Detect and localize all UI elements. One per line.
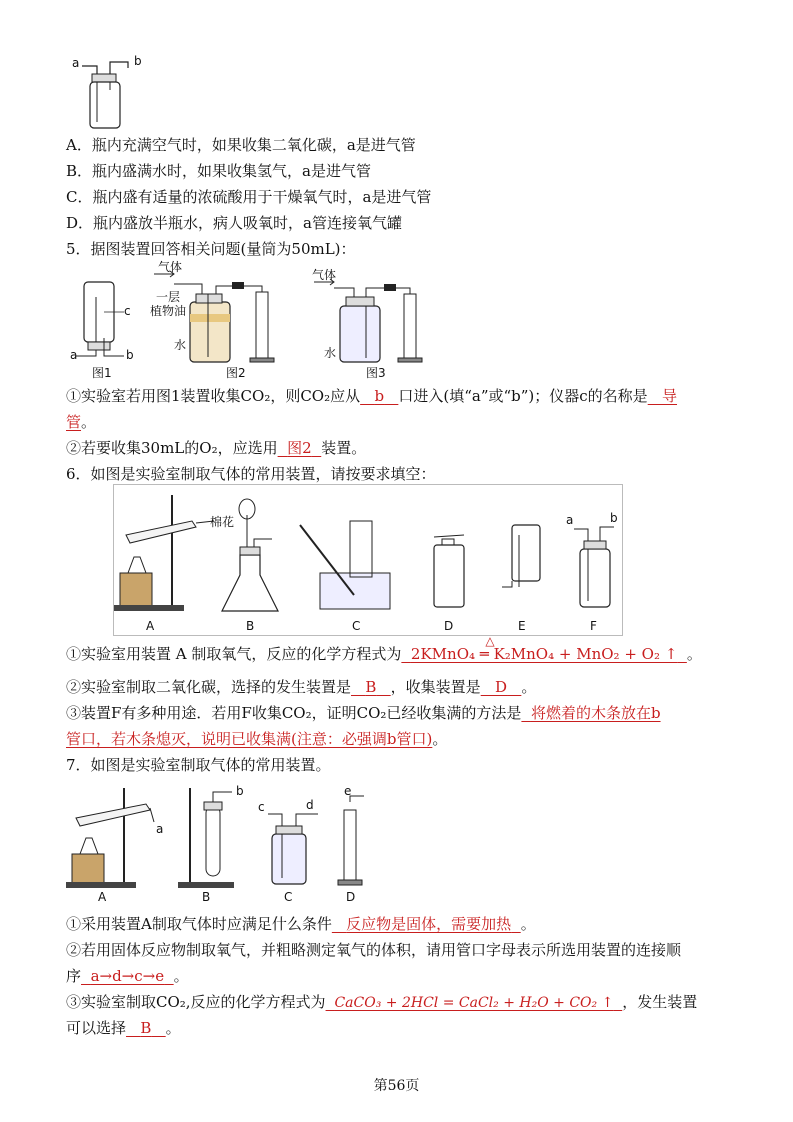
fig1-label-c: c <box>124 304 131 318</box>
fig2-label-oil-2: 植物油 <box>150 304 187 318</box>
q7-caption-b: B <box>202 890 211 904</box>
q6-delta-sign: △ <box>485 634 495 648</box>
q7-figure <box>66 782 376 904</box>
q7-label-c: c <box>258 800 265 814</box>
q7-apparatus-diagram <box>66 782 376 904</box>
q7-equation: CaCO₃ + 2HCl = CaCl₂ + H₂O + CO₂ ↑ <box>334 995 614 1011</box>
gas-bottle-diagram <box>70 50 160 130</box>
q7-question-2-cont: 序 a→d→c→e 。 <box>66 967 189 985</box>
q6-figure <box>113 484 623 636</box>
q7-question-3-cont: 可以选择 B 。 <box>66 1019 181 1037</box>
q4-option-b: B．瓶内盛满水时，如果收集氢气，a是进气管 <box>66 162 371 180</box>
q5-question-1-cont: 管。 <box>66 413 97 431</box>
fig2-caption: 图2 <box>226 366 246 380</box>
q7-caption-c: C <box>284 890 293 904</box>
q5-stem: 5．据图装置回答相关问题(量筒为50mL)： <box>66 240 356 258</box>
q7-question-1: ①采用装置A制取气体时应满足什么条件 反应物是固体，需要加热 。 <box>66 915 536 933</box>
q7-answer-1: 反应物是固体，需要加热 <box>346 915 512 933</box>
label-a: a <box>72 56 80 70</box>
q6-caption-f: F <box>590 619 597 633</box>
q7-question-3: ③实验室制取CO₂,反应的化学方程式为 CaCO₃ + 2HCl = CaCl₂ + H₂O + CO₂ ↑ ，发生装置 <box>66 993 698 1011</box>
fig2-label-oil-1: 一层 <box>156 290 181 304</box>
q5-figures <box>66 262 446 380</box>
q4-option-a: A．瓶内充满空气时，如果收集二氧化碳，a是进气管 <box>66 136 416 154</box>
top-bottle-figure <box>70 50 160 130</box>
fig2-label-water: 水 <box>174 338 187 352</box>
q4-option-c: C．瓶内盛有适量的浓硫酸用于干燥氧气时，a是进气管 <box>66 188 432 206</box>
q5-answer-2a: 导 <box>662 387 678 405</box>
q6-answer-3a: 将燃着的木条放在b <box>530 704 661 722</box>
q5-apparatus-diagram <box>66 262 446 380</box>
q7-label-a: a <box>156 822 164 836</box>
q7-caption-d: D <box>346 890 356 904</box>
q6-answer-3b: 管口，若木条熄灭，说明已收集满(注意：必强调b管口) <box>66 730 433 748</box>
q7-label-e: e <box>344 784 352 798</box>
q6-answer-2a: B <box>365 678 377 696</box>
fig1-caption: 图1 <box>92 366 112 380</box>
q6-stem: 6．如图是实验室制取气体的常用装置，请按要求填空： <box>66 465 436 483</box>
fig3-label-water: 水 <box>324 346 337 360</box>
page-number: 第56页 <box>373 1078 420 1094</box>
fig1-label-b: b <box>126 348 134 362</box>
q7-stem: 7．如图是实验室制取气体的常用装置。 <box>66 756 331 774</box>
q6-caption-b: B <box>246 619 255 633</box>
q6-label-a: a <box>566 513 574 527</box>
fig3-caption: 图3 <box>366 366 386 380</box>
q5-question-1: ①实验室若用图1装置收集CO₂，则CO₂应从 b 口进入(填“a”或“b”)；仪器c的名称是 导 <box>66 387 678 405</box>
q5-answer-1: b <box>374 387 385 405</box>
q7-label-b: b <box>236 784 244 798</box>
q5-answer-3: 图2 <box>287 439 312 457</box>
q7-answer-2: a→d→c→e <box>90 967 165 985</box>
q6-question-2: ②实验室制取二氧化碳，选择的发生装置是 B ，收集装置是 D 。 <box>66 678 537 696</box>
fig2-label-gas: 气体 <box>158 260 183 274</box>
label-b: b <box>134 54 142 68</box>
q6-question-3-cont: 管口，若木条熄灭，说明已收集满(注意：必强调b管口)。 <box>66 730 448 748</box>
q6-label-cotton: 棉花 <box>210 515 235 529</box>
q6-question-1: ①实验室用装置 A 制取氧气，反应的化学方程式为 2KMnO₄ ═ K₂MnO₄ + MnO₂ + O₂ ↑ △ 。 <box>66 644 702 664</box>
q7-caption-a: A <box>98 890 107 904</box>
q6-apparatus-diagram <box>114 485 622 635</box>
q6-answer-2b: D <box>495 678 508 696</box>
q5-answer-2b: 管 <box>66 413 82 431</box>
q4-option-d: D．瓶内盛放半瓶水，病人吸氧时，a管连接氧气罐 <box>66 214 402 232</box>
q7-question-2: ②若用固体反应物制取氧气，并粗略测定氧气的体积，请用管口字母表示所选用装置的连接顺 <box>66 941 682 959</box>
q6-caption-c: C <box>352 619 361 633</box>
q5-question-2: ②若要收集30mL的O₂，应选用 图2 装置。 <box>66 439 367 457</box>
q6-caption-a: A <box>146 619 155 633</box>
q6-label-b: b <box>610 511 618 525</box>
q6-question-3: ③装置F有多种用途．若用F收集CO₂，证明CO₂已经收集满的方法是 将燃着的木条放在b <box>66 704 661 722</box>
fig1-label-a: a <box>70 348 78 362</box>
q7-label-d: d <box>306 798 314 812</box>
fig3-label-gas: 气体 <box>312 268 337 282</box>
q7-answer-3: B <box>140 1019 152 1037</box>
q6-equation: 2KMnO₄ ═ K₂MnO₄ + MnO₂ + O₂ ↑ △ <box>401 645 686 663</box>
q6-caption-d: D <box>444 619 454 633</box>
q6-caption-e: E <box>518 619 526 633</box>
